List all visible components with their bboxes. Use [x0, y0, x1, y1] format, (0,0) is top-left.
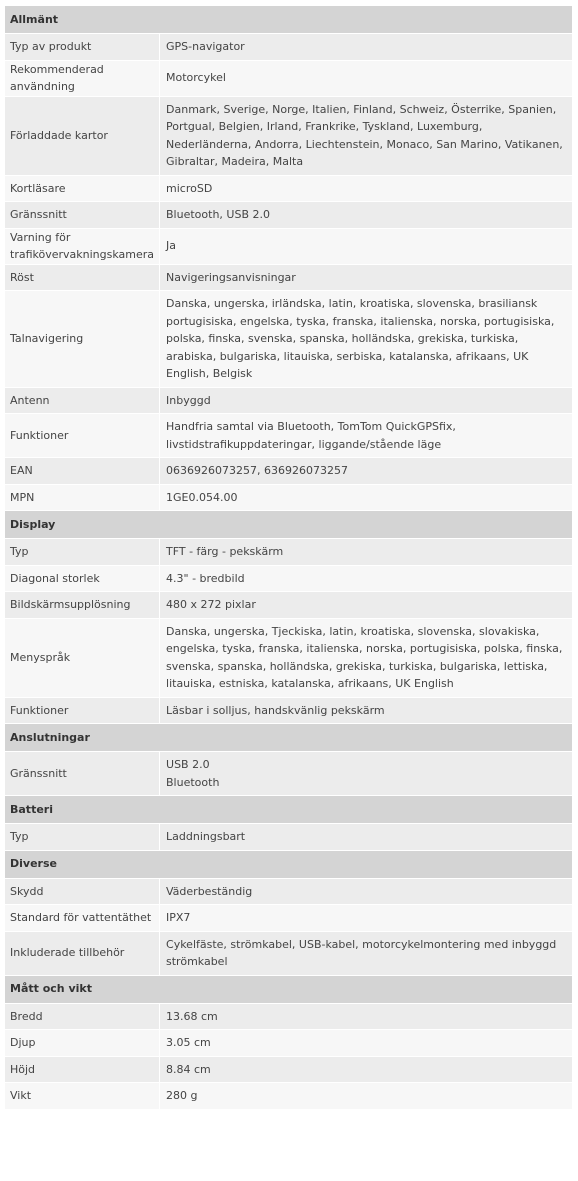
spec-row	[5, 484, 573, 511]
spec-row	[5, 264, 573, 291]
spec-value	[160, 202, 573, 229]
spec-key: Kortläsare	[5, 175, 160, 202]
spec-key: Talnavigering	[5, 291, 160, 388]
spec-row	[5, 905, 573, 932]
spec-value-line: Inbyggd	[166, 393, 211, 407]
spec-value	[160, 228, 573, 264]
spec-row	[5, 60, 573, 96]
section-header	[5, 6, 573, 34]
spec-value-line: TFT - färg - pekskärm	[166, 545, 284, 558]
spec-row	[5, 824, 573, 851]
spec-value	[160, 484, 573, 511]
spec-value-line: Läsbar i solljus, handskvänlig pekskärm	[166, 703, 385, 717]
spec-key: Typ av produkt	[5, 34, 160, 61]
spec-key: Menyspråk	[5, 618, 160, 697]
spec-value	[160, 414, 573, 458]
spec-value	[160, 565, 573, 592]
spec-key: Funktioner	[5, 697, 160, 724]
spec-row	[5, 697, 573, 724]
spec-key: Förladdade kartor	[5, 96, 160, 175]
section-title: Batteri	[5, 796, 573, 824]
spec-value-line: Navigeringsanvisningar	[166, 270, 296, 284]
spec-value-line: GPS-navigator	[166, 40, 245, 53]
spec-value	[160, 1083, 573, 1110]
spec-row	[5, 539, 573, 566]
spec-value	[160, 387, 573, 414]
spec-row	[5, 752, 573, 796]
spec-value-line: Laddningsbart	[166, 830, 246, 843]
spec-key: Gränssnitt	[5, 752, 160, 796]
spec-key: Gränssnitt	[5, 202, 160, 229]
spec-key: Djup	[5, 1030, 160, 1057]
spec-value	[160, 1003, 573, 1030]
spec-value	[160, 618, 573, 697]
spec-row	[5, 202, 573, 229]
section-title: Diverse	[5, 850, 573, 878]
spec-key: Diagonal storlek	[5, 565, 160, 592]
spec-value	[160, 878, 573, 905]
section-header	[5, 975, 573, 1003]
spec-value-line: Danska, ungerska, Tjeckiska, latin, kroatiska, slovenska, slovakiska, engelska, tyska, franska, italienska, norska, portugisiska, polska, finska, svenska, spanska, holländska, grekiska, turkiska, bulgariska, lettiska, litauiska, estniska, katalanska, afrikaans, UK English	[166, 624, 563, 690]
spec-value	[160, 60, 573, 96]
spec-row	[5, 228, 573, 264]
spec-value	[160, 697, 573, 724]
spec-key: Inkluderade tillbehör	[5, 931, 160, 975]
spec-key: Funktioner	[5, 414, 160, 458]
spec-value	[160, 1056, 573, 1083]
spec-row	[5, 96, 573, 175]
section-title: Anslutningar	[5, 724, 573, 752]
spec-value	[160, 592, 573, 619]
spec-row	[5, 1056, 573, 1083]
spec-row	[5, 1083, 573, 1110]
spec-value-line: 4.3" - bredbild	[166, 571, 245, 585]
spec-value-line: Bluetooth	[166, 775, 220, 789]
section-title: Display	[5, 511, 573, 539]
spec-value	[160, 1030, 573, 1057]
spec-key: Vikt	[5, 1083, 160, 1110]
spec-key: EAN	[5, 458, 160, 485]
spec-key: Antenn	[5, 387, 160, 414]
section-title: Mått och vikt	[5, 975, 573, 1003]
spec-value	[160, 175, 573, 202]
spec-value	[160, 905, 573, 932]
spec-key: Typ	[5, 824, 160, 851]
spec-row	[5, 878, 573, 905]
spec-value-line: 8.84 cm	[166, 1062, 211, 1076]
spec-row	[5, 1030, 573, 1057]
spec-key: Bildskärmsupplösning	[5, 592, 160, 619]
spec-row	[5, 618, 573, 697]
spec-row	[5, 175, 573, 202]
spec-row	[5, 414, 573, 458]
spec-value	[160, 539, 573, 566]
spec-value-line: USB 2.0	[166, 758, 210, 771]
spec-value-line: microSD	[166, 181, 213, 195]
spec-key: Varning för trafikövervakningskamera	[5, 228, 160, 264]
spec-key: Rekommenderad användning	[5, 60, 160, 96]
spec-value	[160, 96, 573, 175]
spec-key: Bredd	[5, 1003, 160, 1030]
spec-row	[5, 34, 573, 61]
spec-value-line: Bluetooth, USB 2.0	[166, 208, 270, 221]
spec-value-line: Väderbeständig	[166, 884, 253, 898]
section-header	[5, 511, 573, 539]
section-header	[5, 850, 573, 878]
spec-value-line: IPX7	[166, 911, 191, 924]
spec-key: Röst	[5, 264, 160, 291]
spec-value	[160, 931, 573, 975]
spec-row	[5, 592, 573, 619]
spec-value-line: 0636926073257, 636926073257	[166, 464, 348, 477]
spec-value-line: Motorcykel	[166, 71, 226, 85]
spec-value-line: Handfria samtal via Bluetooth, TomTom QuickGPSfix, livstidstrafikuppdateringar, liggande/stående läge	[166, 420, 456, 451]
spec-row	[5, 931, 573, 975]
spec-value-line: Cykelfäste, strömkabel, USB-kabel, motorcykelmontering med inbyggd strömkabel	[166, 937, 557, 968]
spec-key: Standard för vattentäthet	[5, 905, 160, 932]
spec-key: Typ	[5, 539, 160, 566]
spec-value-line: Ja	[166, 239, 177, 253]
spec-row	[5, 291, 573, 388]
spec-key: Skydd	[5, 878, 160, 905]
spec-value	[160, 752, 573, 796]
section-header	[5, 796, 573, 824]
spec-value-line: Danmark, Sverige, Norge, Italien, Finland, Schweiz, Österrike, Spanien, Portgual, Belgien, Irland, Frankrike, Tyskland, Luxemburg, Nederländerna, Andorra, Liechtenstein, Monaco, San Marino, Vatikanen, Gibraltar, Madeira, Malta	[166, 102, 563, 168]
section-header	[5, 724, 573, 752]
spec-value	[160, 824, 573, 851]
spec-row	[5, 565, 573, 592]
spec-value	[160, 458, 573, 485]
spec-key: Höjd	[5, 1056, 160, 1083]
spec-value-line: Danska, ungerska, irländska, latin, kroatiska, slovenska, brasiliansk portugisiska, engelska, tyska, franska, italienska, norska, portugisiska, polska, finska, svenska, spanska, holländska, grekiska, turkiska, arabiska, bulgariska, litauiska, serbiska, katalanska, afrikaans, UK English, Belgisk	[166, 297, 555, 380]
spec-value	[160, 291, 573, 388]
spec-row	[5, 458, 573, 485]
spec-value-line: 480 x 272 pixlar	[166, 598, 256, 611]
spec-sheet	[4, 5, 573, 1110]
section-title: Allmänt	[5, 6, 573, 34]
spec-value	[160, 264, 573, 291]
spec-value	[160, 34, 573, 61]
spec-row	[5, 1003, 573, 1030]
spec-row	[5, 387, 573, 414]
spec-key: MPN	[5, 484, 160, 511]
spec-value-line: 3.05 cm	[166, 1036, 211, 1049]
spec-value-line: 280 g	[166, 1089, 198, 1102]
spec-table	[4, 5, 573, 1110]
spec-value-line: 13.68 cm	[166, 1009, 218, 1023]
spec-value-line: 1GE0.054.00	[166, 490, 238, 504]
spec-table-body	[5, 6, 573, 1110]
